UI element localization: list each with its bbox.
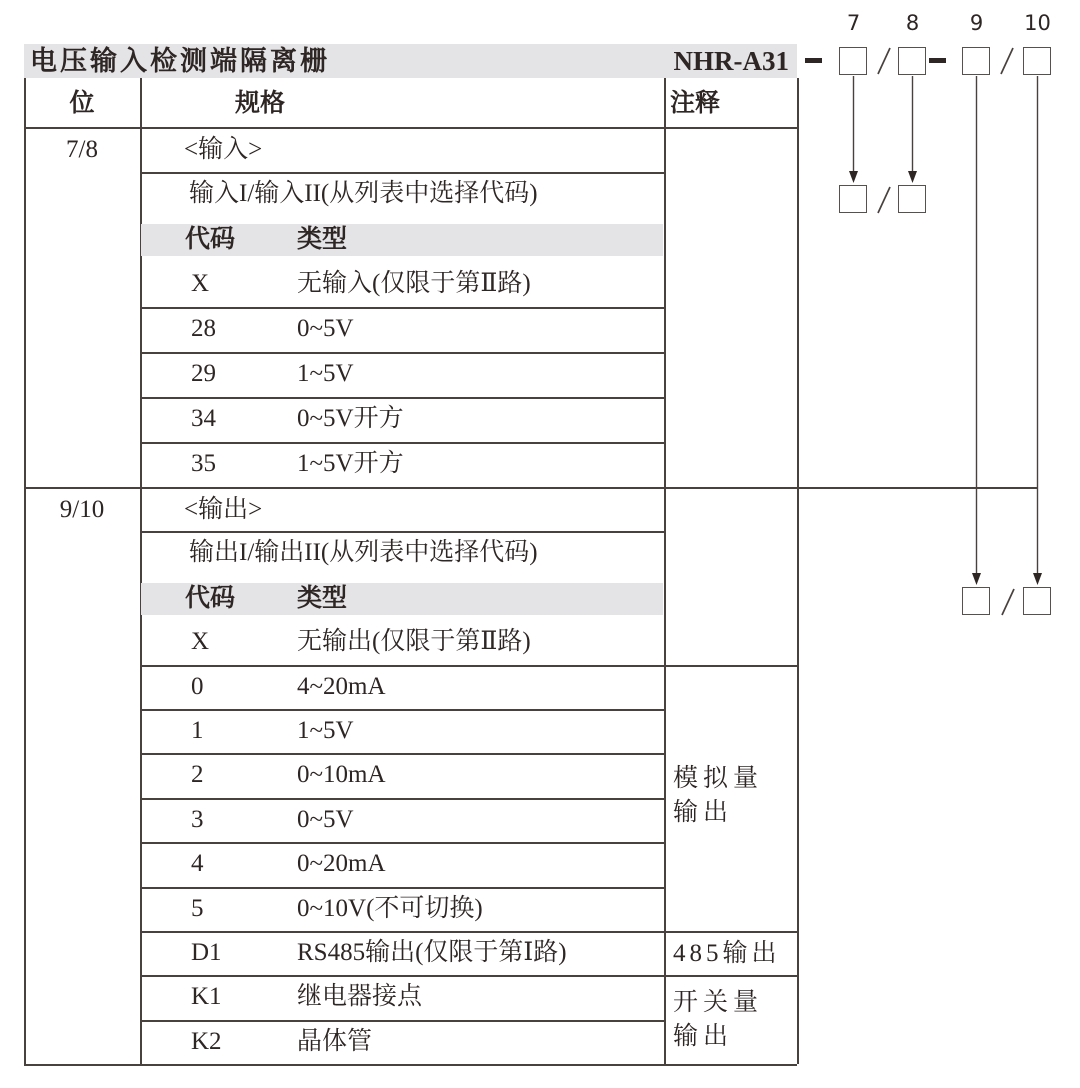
output-group-subtitle: 输出I/输出II(从列表中选择代码) (189, 539, 538, 566)
grid-line (24, 78, 26, 1064)
position-label-910: 9/10 (59, 496, 105, 523)
table-row-code: 2 (191, 761, 204, 788)
note-485-output: 485输出 (673, 940, 781, 967)
output2-target-box (1023, 587, 1051, 615)
output-type-header: 类型 (297, 585, 348, 612)
output-code-header-bar (141, 583, 663, 615)
table-row-type: 1~5V (297, 360, 354, 387)
digit-label-9: 9 (969, 11, 984, 35)
table-row-type: 1~5V (297, 717, 354, 744)
table-row-type: 0~5V (297, 806, 354, 833)
table-row-type: 无输入(仅限于第Ⅱ路) (297, 270, 531, 297)
table-row-code: X (191, 628, 210, 655)
table-row-code: 34 (191, 405, 216, 432)
code-box-digit9 (962, 47, 990, 75)
code-box-digit7 (839, 47, 867, 75)
grid-line (140, 798, 664, 800)
table-row-code: 35 (191, 450, 216, 477)
output1-target-box (962, 587, 990, 615)
table-row-type: 无输出(仅限于第Ⅱ路) (297, 628, 531, 655)
note-switch-output (673, 986, 763, 1054)
table-row-code: K1 (191, 983, 222, 1010)
digit-label-10: 10 (1024, 11, 1051, 35)
table-row-type: 0~10V(不可切换) (297, 895, 483, 922)
input-type-header: 类型 (297, 226, 348, 253)
table-row-code: D1 (191, 939, 222, 966)
table-row-code: 0 (191, 673, 204, 700)
table-row-type: RS485输出(仅限于第Ⅰ路) (297, 939, 567, 966)
input-code-header-bar (141, 224, 663, 256)
table-row-code: 3 (191, 806, 204, 833)
section-divider-line (24, 487, 1038, 489)
grid-line (140, 307, 664, 309)
title-bar (24, 44, 797, 78)
note-line: 输出 (673, 799, 734, 826)
table-row-type: 0~10mA (297, 761, 386, 788)
input2-target-box (898, 185, 926, 213)
digit-label-8: 8 (905, 11, 920, 35)
note-line: 模拟量 (673, 765, 764, 792)
input1-target-box (839, 185, 867, 213)
note-analog-output (673, 762, 763, 830)
table-row-code: 28 (191, 315, 216, 342)
table-row-code: K2 (191, 1028, 222, 1055)
table-row-code: X (191, 270, 210, 297)
table-row-type: 0~5V开方 (297, 405, 404, 432)
grid-line (140, 975, 797, 977)
input-group-title: <输入> (184, 136, 263, 163)
grid-line (140, 753, 664, 755)
table-row-type: 0~20mA (297, 850, 386, 877)
grid-line (24, 1064, 797, 1066)
col-header-note: 注释 (670, 90, 721, 117)
grid-line (140, 842, 664, 844)
table-row-type: 0~5V (297, 315, 354, 342)
dash-separator (805, 58, 822, 63)
page-title: 电压输入检测端隔离栅 (30, 46, 330, 76)
table-row-type: 继电器接点 (297, 983, 423, 1010)
grid-line (797, 78, 799, 1064)
input-group-subtitle: 输入I/输入II(从列表中选择代码) (189, 180, 538, 207)
table-row-code: 1 (191, 717, 204, 744)
dash-separator (929, 58, 946, 63)
position-label-78: 7/8 (66, 136, 98, 163)
col-header-spec: 规格 (235, 90, 286, 117)
grid-line (140, 709, 664, 711)
table-row-code: 5 (191, 895, 204, 922)
table-row-type: 1~5V开方 (297, 450, 404, 477)
table-row-code: 29 (191, 360, 216, 387)
table-row-type: 4~20mA (297, 673, 386, 700)
table-row-type: 晶体管 (297, 1028, 373, 1055)
grid-line (140, 665, 797, 667)
output-code-header: 代码 (185, 585, 236, 612)
col-header-position: 位 (69, 90, 95, 117)
code-box-digit10 (1023, 47, 1051, 75)
note-line: 输出 (673, 1023, 734, 1050)
note-line: 开关量 (673, 989, 764, 1016)
grid-line (664, 78, 666, 1064)
model-number: NHR-A31 (673, 46, 789, 76)
input-code-header: 代码 (185, 226, 236, 253)
grid-line (140, 352, 664, 354)
code-box-digit8 (898, 47, 926, 75)
output-group-title: <输出> (184, 496, 263, 523)
digit-label-7: 7 (846, 11, 861, 35)
table-row-code: 4 (191, 850, 204, 877)
